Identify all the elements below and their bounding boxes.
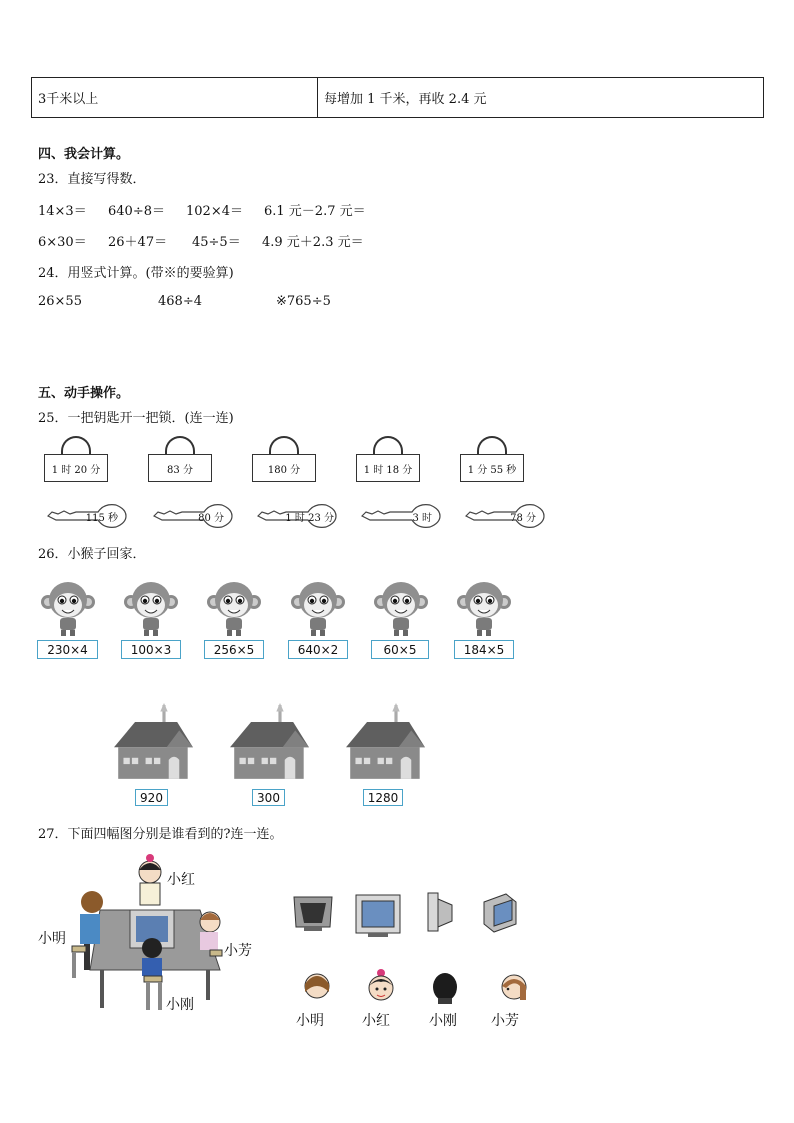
monitor-side-view-icon[interactable] <box>424 891 456 935</box>
key-label: 3 时 <box>412 513 432 524</box>
house-number[interactable]: 300 <box>252 789 285 806</box>
xiaofang-head-icon <box>496 970 530 1006</box>
scene-name-left: 小明 <box>38 931 66 947</box>
lock-label: 180 分 <box>252 454 316 482</box>
fare-table-row <box>31 77 764 118</box>
monkey-icon <box>288 578 348 638</box>
lock[interactable] <box>148 436 218 484</box>
xiaogang-head-icon <box>430 970 460 1006</box>
person-label: 小刚 <box>429 1013 457 1029</box>
fare-rule-cell: 每增加 1 千米，再收 2.4 元 <box>324 92 487 107</box>
calc-5: 6×30＝ <box>38 235 87 250</box>
section5-heading: 五、动手操作。 <box>38 386 130 401</box>
monkey-icon <box>371 578 431 638</box>
key[interactable] <box>256 502 338 530</box>
calc-7: 45÷5＝ <box>192 235 241 250</box>
key-label: 78 分 <box>510 513 536 524</box>
vertical-calc-3: ※765÷5 <box>276 294 331 309</box>
q23-title: 23．直接写得数． <box>38 172 146 187</box>
house-number[interactable]: 920 <box>135 789 168 806</box>
monkey-icon <box>38 578 98 638</box>
key[interactable] <box>46 502 128 530</box>
monkey-expression[interactable]: 256×5 <box>204 640 264 659</box>
table-scene-illustration <box>60 850 230 1020</box>
monkey-expression[interactable]: 184×5 <box>454 640 514 659</box>
house-icon <box>230 702 310 782</box>
section4-heading: 四、我会计算。 <box>38 147 130 162</box>
lock-label: 1 时 18 分 <box>356 454 420 482</box>
xiaohong-head-icon <box>366 968 396 1006</box>
vertical-calc-2: 468÷4 <box>158 294 202 309</box>
xiaoming-head-icon <box>302 970 332 1006</box>
scene-name-right: 小芳 <box>224 943 252 959</box>
monkey-icon <box>121 578 181 638</box>
monkey-expression[interactable]: 230×4 <box>37 640 98 659</box>
key[interactable] <box>464 502 546 530</box>
monkey-icon <box>454 578 514 638</box>
calc-8: 4.9 元＋2.3 元＝ <box>262 235 364 250</box>
key-label: 80 分 <box>198 513 224 524</box>
q26-title: 26．小猴子回家． <box>38 547 146 562</box>
scene-name-top: 小红 <box>167 872 195 888</box>
lock[interactable] <box>460 436 530 484</box>
monitor-front-view-icon[interactable] <box>354 893 402 941</box>
scene-name-bottom: 小刚 <box>166 997 194 1013</box>
house-number[interactable]: 1280 <box>363 789 403 806</box>
monkey-expression[interactable]: 100×3 <box>121 640 181 659</box>
calc-4: 6.1 元－2.7 元＝ <box>264 204 366 219</box>
key-label: 1 时 23 分 <box>285 513 334 524</box>
lock[interactable] <box>252 436 322 484</box>
monitor-back-view-icon[interactable] <box>292 893 334 935</box>
monitor-angled-view-icon[interactable] <box>480 890 520 934</box>
q27-title: 27．下面四幅图分别是谁看到的?连一连。 <box>38 827 283 842</box>
person-label: 小明 <box>296 1013 324 1029</box>
fare-distance-cell: 3千米以上 <box>32 78 318 117</box>
house-icon <box>346 702 426 782</box>
vertical-calc-1: 26×55 <box>38 294 82 309</box>
house-icon <box>114 702 194 782</box>
monkey-expression[interactable]: 60×5 <box>371 640 429 659</box>
key[interactable] <box>360 502 442 530</box>
key-label: 115 秒 <box>85 513 118 524</box>
lock-label: 1 分 55 秒 <box>460 454 524 482</box>
calc-6: 26＋47＝ <box>108 235 168 250</box>
monkey-expression[interactable]: 640×2 <box>288 640 348 659</box>
lock[interactable] <box>356 436 426 484</box>
key[interactable] <box>152 502 234 530</box>
lock[interactable] <box>44 436 114 484</box>
lock-label: 83 分 <box>148 454 212 482</box>
person-label: 小芳 <box>491 1013 519 1029</box>
lock-label: 1 时 20 分 <box>44 454 108 482</box>
person-label: 小红 <box>362 1013 390 1029</box>
q25-title: 25．一把钥匙开一把锁．(连一连) <box>38 411 234 426</box>
q24-title: 24．用竖式计算。(带※的要验算) <box>38 266 234 281</box>
calc-3: 102×4＝ <box>186 204 243 219</box>
calc-2: 640÷8＝ <box>108 204 165 219</box>
monkey-icon <box>204 578 264 638</box>
calc-1: 14×3＝ <box>38 204 87 219</box>
